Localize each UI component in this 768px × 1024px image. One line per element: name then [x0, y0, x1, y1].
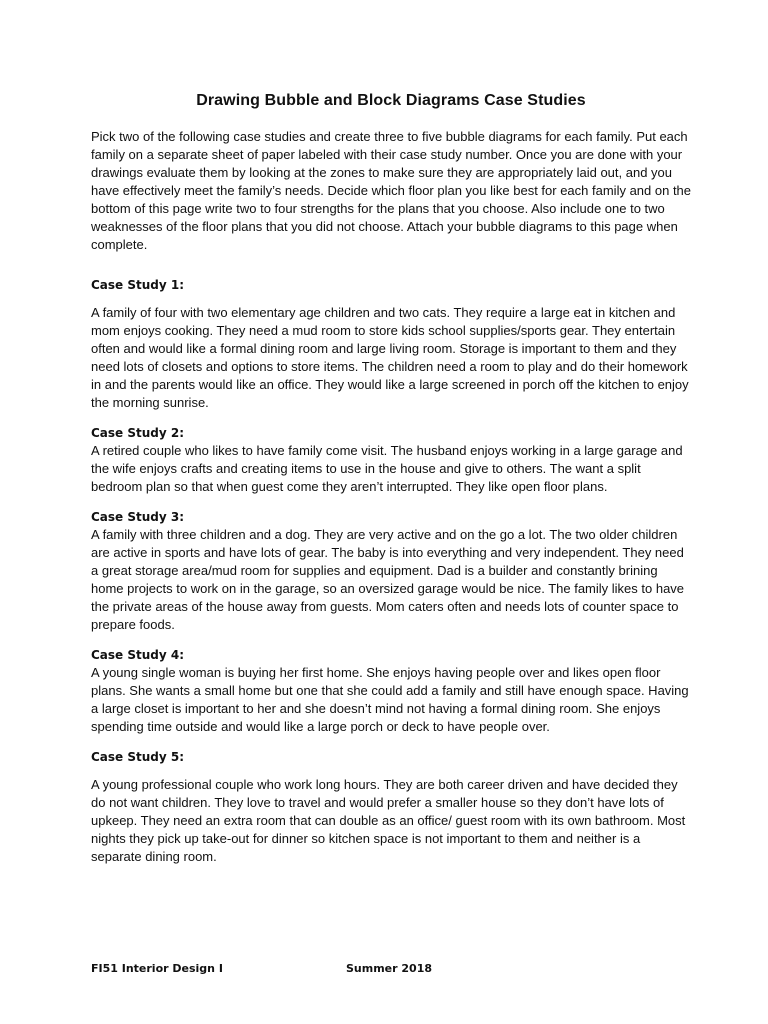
footer-term: Summer 2018	[346, 962, 433, 975]
case-study-heading: Case Study 2:	[91, 426, 185, 440]
document-page	[91, 92, 691, 878]
page-title: Drawing Bubble and Block Diagrams Case Studies	[196, 92, 586, 109]
case-study-5	[91, 748, 691, 866]
case-study-heading: Case Study 5:	[91, 750, 185, 764]
case-study-text: A family with three children and a dog. They are very active and on the go a lot. The two older children are active in sports and have lots of gear. The baby is into everything and very independent. They need a great storage area/mud room for supplies and equipment. Dad is a builder and constantly brining home projects to work on in the garage, so an oversized garage would be nice. The family likes to have the private areas of the house away from guests. Mom caters often and needs lots of counter space to prepare foods.	[91, 527, 685, 632]
case-study-4	[91, 646, 691, 736]
case-study-text: A family of four with two elementary age children and two cats. They require a large eat in kitchen and mom enjoys cooking. They need a mud room to store kids school supplies/sports gear. They entertain often and would like a formal dining room and large living room. Storage is important to them and they need lots of closets and options to store items. The children need a room to play and do their homework in and the parents would like an office. They would like a large screened in porch off the kitchen to enjoy the morning sunrise.	[91, 305, 689, 410]
case-study-text: A young single woman is buying her first home. She enjoys having people over and likes open floor plans. She wants a small home but one that she could add a family and still have enough space. Having a large closet is important to her and she doesn’t mind not having a formal dining room. She enjoys spending time outside and would like a large porch or deck to have people over.	[91, 665, 689, 734]
case-study-heading: Case Study 3:	[91, 510, 185, 524]
case-study-1	[91, 276, 691, 412]
case-study-2	[91, 424, 691, 496]
case-study-heading: Case Study 1:	[91, 278, 185, 292]
case-study-text: A young professional couple who work long hours. They are both career driven and have decided they do not want children. They love to travel and would prefer a smaller house so they don’t have lots of upkeep. They need an extra room that can double as an office/ guest room with its own bathroom. Most nights they pick up take-out for dinner so kitchen space is not important to them and neither is a separate dining room.	[91, 777, 686, 864]
case-study-text: A retired couple who likes to have family come visit. The husband enjoys working in a large garage and the wife enjoys crafts and creating items to use in the house and give to others. The want a split bedroom plan so that when guest come they aren’t interrupted. They like open floor plans.	[91, 443, 683, 494]
intro-paragraph: Pick two of the following case studies and create three to five bubble diagrams for each family. Put each family on a separate sheet of paper labeled with their case study number. Once you are done with your drawings evaluate them by looking at the zones to make sure they are appropriately laid out, and you have effectively meet the family’s needs. Decide which floor plan you like best for each family and on the bottom of this page write two to four strengths for the plans that you choose. Also include one to two weaknesses of the floor plans that you did not choose. Attach your bubble diagrams to this page when complete.	[91, 129, 692, 252]
case-study-3	[91, 508, 691, 634]
footer-course: FI51 Interior Design I	[91, 962, 223, 975]
case-study-heading: Case Study 4:	[91, 648, 185, 662]
